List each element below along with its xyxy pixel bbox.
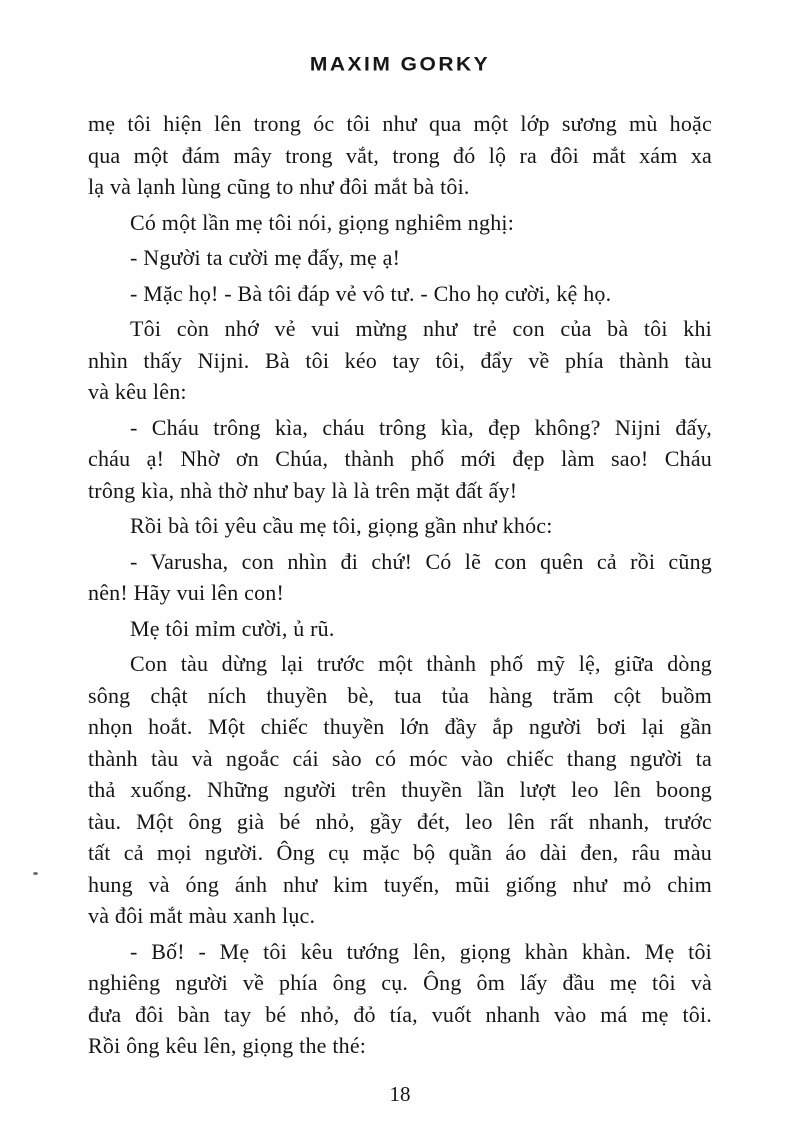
paragraph	[88, 278, 712, 310]
text-line: Mẹ tôi mỉm cười, ủ rũ.	[130, 615, 335, 641]
paragraph	[88, 510, 712, 542]
text-line: trông kìa, nhà thờ như bay là là trên mặt đất ấy!	[88, 477, 518, 503]
text-line: nên! Hãy vui lên con!	[88, 580, 285, 605]
paragraph	[88, 108, 712, 203]
text-line: Con tàu dừng lại trước một thành phố mỹ lệ, giữa dòng	[130, 651, 712, 676]
text-line: nhọn hoắt. Một chiếc thuyền lớn đầy ắp người bơi lại gần	[88, 714, 712, 739]
paragraph	[88, 412, 712, 507]
text-line: nhìn thấy Nijni. Bà tôi kéo tay tôi, đẩy về phía thành tàu	[88, 347, 712, 373]
scan-speck	[33, 872, 38, 875]
text-line: Tôi còn nhớ vẻ vui mừng như trẻ con của bà tôi khi	[130, 316, 712, 341]
paragraph	[88, 242, 712, 274]
paragraph	[88, 936, 712, 1062]
text-line: và đôi mắt màu xanh lục.	[88, 903, 316, 928]
text-line: Rồi ông kêu lên, giọng the thé:	[88, 1033, 367, 1058]
paragraph	[88, 648, 712, 932]
text-line: sông chật ních thuyền bè, tua tủa hàng trăm cột buồm	[88, 682, 712, 708]
text-line: tất cả mọi người. Ông cụ mặc bộ quần áo dài đen, râu màu	[88, 840, 712, 865]
text-line: Rồi bà tôi yêu cầu mẹ tôi, giọng gần như khóc:	[130, 513, 553, 538]
paragraph	[88, 207, 712, 239]
text-line: - Mặc họ! - Bà tôi đáp vẻ vô tư. - Cho họ cười, kệ họ.	[130, 280, 612, 306]
text-line: đưa đôi bàn tay bé nhỏ, đỏ tía, vuốt nhanh vào má mẹ tôi.	[88, 1001, 712, 1027]
text-line: hung và óng ánh như kim tuyến, mũi giống như mỏ chim	[88, 871, 712, 897]
body-text	[88, 108, 712, 1062]
text-line: tàu. Một ông già bé nhỏ, gầy đét, leo lên rất nhanh, trước	[88, 808, 712, 834]
text-line: lạ và lạnh lùng cũng to như đôi mắt bà tôi.	[88, 174, 470, 199]
text-line: mẹ tôi hiện lên trong óc tôi như qua một lớp sương mù hoặc	[88, 111, 712, 136]
text-line: thành tàu và ngoắc cái sào có móc vào chiếc thang người ta	[88, 745, 712, 771]
text-line: nghiêng người về phía ông cụ. Ông ôm lấy đầu mẹ tôi và	[88, 970, 712, 995]
text-line: và kêu lên:	[88, 379, 187, 404]
text-line: - Cháu trông kìa, cháu trông kìa, đẹp không? Nijni đấy,	[130, 414, 712, 440]
page-number: 18	[389, 1082, 411, 1106]
text-line: - Varusha, con nhìn đi chứ! Có lẽ con quên cả rồi cũng	[130, 548, 712, 574]
paragraph	[88, 546, 712, 609]
text-line: Có một lần mẹ tôi nói, giọng nghiêm nghị:	[130, 209, 515, 235]
text-line: - Bố! - Mẹ tôi kêu tướng lên, giọng khàn khàn. Mẹ tôi	[130, 938, 712, 964]
text-line: qua một đám mây trong vắt, trong đó lộ ra đôi mắt xám xa	[88, 142, 712, 168]
text-line: - Người ta cười mẹ đấy, mẹ ạ!	[130, 245, 401, 270]
text-line: thả xuống. Những người trên thuyền lần lượt leo lên boong	[88, 777, 712, 802]
paragraph	[88, 613, 712, 645]
text-line: cháu ạ! Nhờ ơn Chúa, thành phố mới đẹp làm sao! Cháu	[88, 446, 712, 471]
running-header: MAXIM GORKY	[309, 53, 491, 76]
paragraph	[88, 313, 712, 408]
